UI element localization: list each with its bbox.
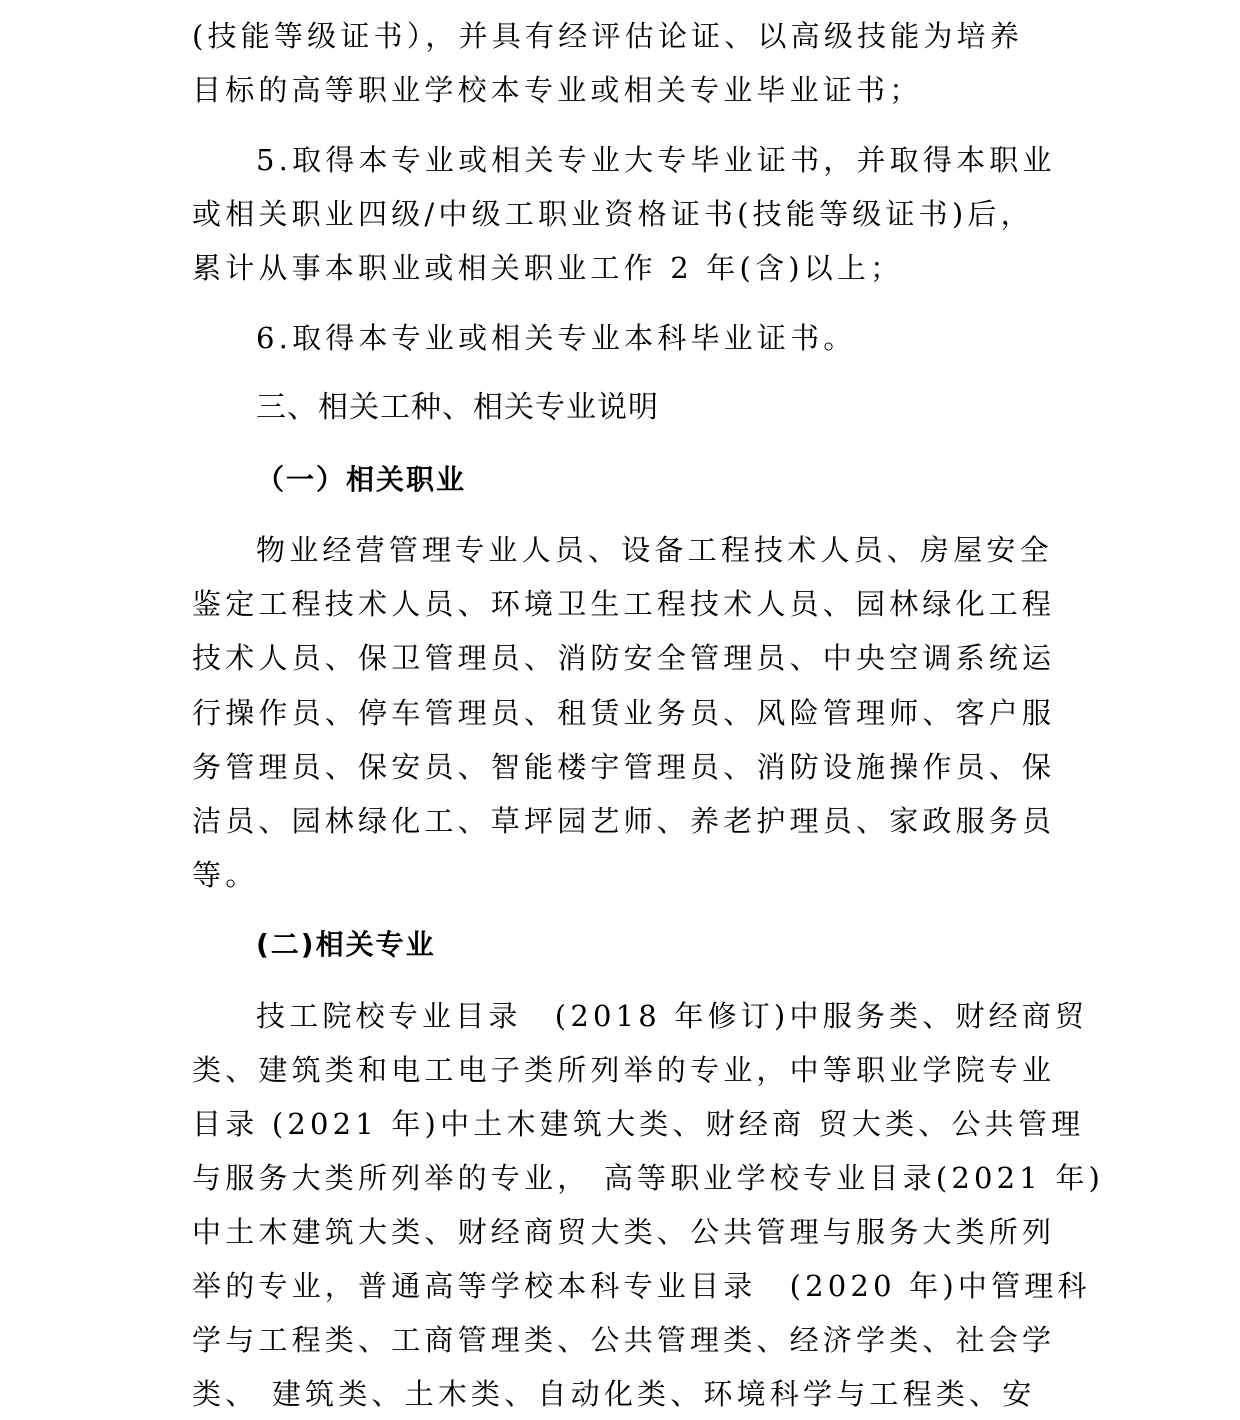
paragraph-line: 累计从事本职业或相关职业工作 2 年(含)以上； [192,251,904,285]
occupations-line: 技术人员、保卫管理员、消防安全管理员、中央空调系统运 [192,641,1056,675]
paragraph-line: 6.取得本专业或相关专业本科毕业证书。 [256,321,857,355]
occupations-line: 行操作员、停车管理员、租赁业务员、风险管理师、客户服 [192,696,1056,730]
majors-line: 中土木建筑大类、财经商贸大类、公共管理与服务大类所列 [192,1215,1056,1249]
occupations-line: 等。 [192,858,259,892]
occupations-line: 物业经营管理专业人员、设备工程技术人员、房屋安全 [256,533,1053,567]
majors-line: 技工院校专业目录 (2018 年修订)中服务类、财经商贸 [256,999,1089,1033]
majors-line: 学与工程类、工商管理类、公共管理类、经济学类、社会学 [192,1323,1056,1357]
occupations-line: 洁员、园林绿化工、草坪园艺师、养老护理员、家政服务员 [192,804,1056,838]
majors-line: 目录 (2021 年)中土木建筑大类、财经商 贸大类、公共管理 [192,1107,1085,1141]
section-heading: 三、相关工种、相关专业说明 [256,390,659,425]
subsection-heading-occupations: （一）相关职业 [256,463,467,496]
subsection-heading-majors: (二)相关专业 [256,928,436,961]
occupations-line: 务管理员、保安员、智能楼宇管理员、消防设施操作员、保 [192,750,1056,784]
paragraph-line: 或相关职业四级/中级工职业资格证书(技能等级证书)后， [192,197,1034,231]
paragraph-line: (技能等级证书），并具有经评估论证、以高级技能为培养 [192,19,1024,53]
paragraph-line: 目标的高等职业学校本专业或相关专业毕业证书； [192,73,923,107]
majors-line: 举的专业，普通高等学校本科专业目录 (2020 年)中管理科 [192,1269,1091,1303]
majors-line: 类、建筑类和电工电子类所列举的专业，中等职业学院专业 [192,1053,1056,1087]
majors-line: 类、 建筑类、土木类、自动化类、环境科学与工程类、安 [192,1377,1036,1411]
majors-line: 与服务大类所列举的专业， 高等职业学校专业目录(2021 年) [192,1161,1105,1195]
paragraph-line: 5.取得本专业或相关专业大专毕业证书，并取得本职业 [256,143,1056,177]
occupations-line: 鉴定工程技术人员、环境卫生工程技术人员、园林绿化工程 [192,587,1056,621]
